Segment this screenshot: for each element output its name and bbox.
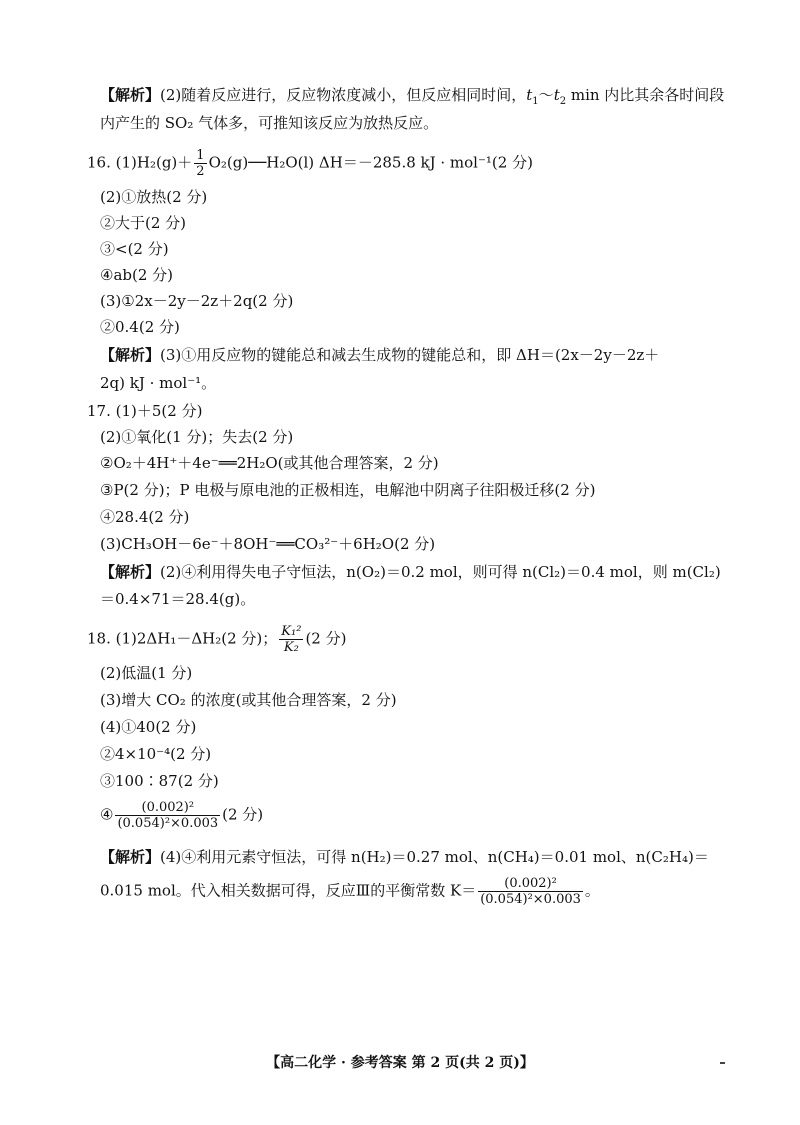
q18-3: (3)增大 CO₂ 的浓度(或其他合理答案，2 分) <box>100 691 397 709</box>
q18-4-4: ④ $\frac{\text{(0.002)²}}{\text{(0.054)²×0.003}}$ (2 分) <box>100 800 264 831</box>
q16-3-1: (3)①2x－2y－2z＋2q(2 分) <box>100 292 294 310</box>
q18-4-1: (4)①40(2 分) <box>100 718 197 736</box>
analysis-q15-line2: 内产生的 SO₂ 气体多，可推知该反应为放热反应。 <box>100 114 439 132</box>
scan-mark <box>720 1062 725 1064</box>
q17-analysis-line1: 【解析】(2)④利用得失电子守恒法，n(O₂)＝0.2 mol，则可得 n(Cl₂)＝0.4 mol，则 m(Cl₂) <box>100 563 721 581</box>
q18-analysis-line1: 【解析】(4)④利用元素守恒法，可得 n(H₂)＝0.27 mol、n(CH₄)＝0.01 mol、n(C₂H₄)＝ <box>100 848 709 866</box>
q16-2-2: ②大于(2 分) <box>100 214 187 232</box>
q16-2-4: ④ab(2 分) <box>100 266 174 284</box>
q18-2: (2)低温(1 分) <box>100 664 193 682</box>
q17-1: 17. (1)＋5(2 分) <box>87 402 203 420</box>
q18-4-2: ②4×10⁻⁴(2 分) <box>100 745 212 763</box>
q16-part1: 16. (1)H₂(g)＋ $\frac{1}{2}$ O₂(g)──H₂O(l) ΔH＝－285.8 kJ · mol⁻¹(2 分) <box>87 148 533 179</box>
q18-1: 18. (1)2ΔH₁－ΔH₂(2 分)； $\frac{\text{K₁²}}{\text{K₂}}$ (2 分) <box>87 624 347 655</box>
q16-2-3: ③<(2 分) <box>100 240 169 258</box>
q16-3-2: ②0.4(2 分) <box>100 318 180 336</box>
q16-analysis-line2: 2q) kJ · mol⁻¹。 <box>100 374 217 392</box>
q16-2-1: (2)①放热(2 分) <box>100 188 208 206</box>
analysis-q15-line1: 【解析】(2)随着反应进行，反应物浓度减小，但反应相同时间，$t_1\sim t_2$ min 内比其余各时间段 <box>100 86 725 107</box>
q17-2-1: (2)①氧化(1 分)；失去(2 分) <box>100 428 294 446</box>
q18-analysis-line2: 0.015 mol。代入相关数据可得，反应Ⅲ的平衡常数 K＝ $\frac{\text{(0.002)²}}{\text{(0.054)²×0.003}}$ 。 <box>100 876 600 907</box>
q17-analysis-line2: ＝0.4×71＝28.4(g)。 <box>100 590 256 608</box>
page-footer: 【高二化学 · 参考答案 第 2 页(共 2 页)】 <box>266 1055 534 1071</box>
q18-4-3: ③100∶87(2 分) <box>100 772 219 790</box>
q17-3: (3)CH₃OH－6e⁻＋8OH⁻══CO₃²⁻＋6H₂O(2 分) <box>100 535 436 553</box>
q17-2-4: ④28.4(2 分) <box>100 508 190 526</box>
q17-2-3: ③P(2 分)；P 电极与原电池的正极相连，电解池中阴离子往阳极迁移(2 分) <box>100 481 596 499</box>
q17-2-2: ②O₂＋4H⁺＋4e⁻══2H₂O(或其他合理答案，2 分) <box>100 454 439 472</box>
q16-analysis-line1: 【解析】(3)①用反应物的键能总和减去生成物的键能总和，即 ΔH＝(2x－2y－2z＋ <box>100 346 660 364</box>
